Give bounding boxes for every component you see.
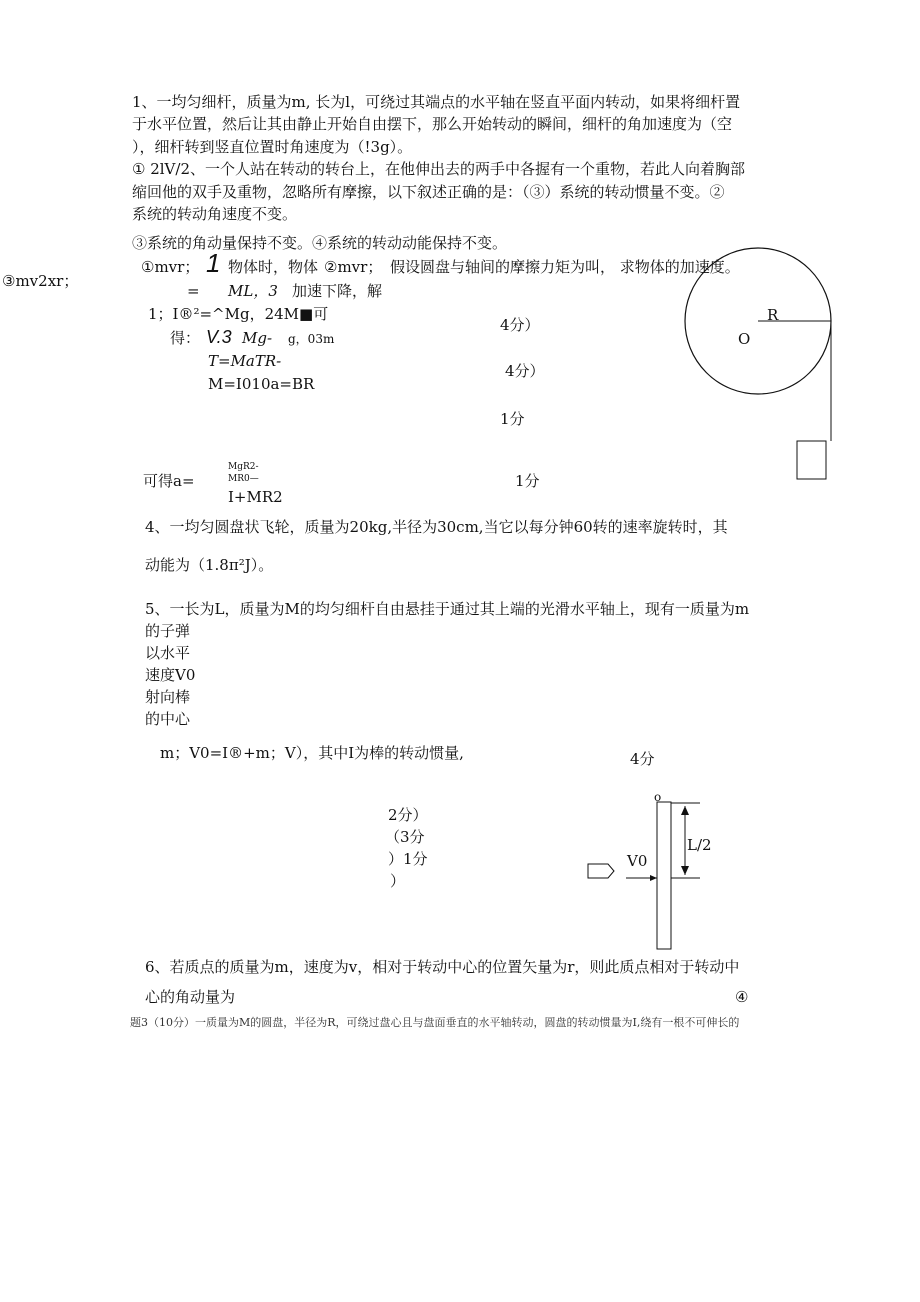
q5-line1: 5、一长为L，质量为M的均匀细杆自由悬挂于通过其上端的光滑水平轴上，现有一质量为m — [145, 600, 750, 618]
score: ） — [390, 872, 406, 890]
score: 4分） — [505, 362, 545, 380]
q3-g03: g，03m — [288, 332, 335, 346]
pulley-diagram — [685, 248, 831, 479]
q3-option3: ③mv2xr； — [2, 272, 79, 290]
q3-tension: T=MaTR- — [208, 352, 282, 370]
score: ）1分 — [388, 850, 428, 868]
pivot-label: o — [654, 790, 662, 804]
q1-line1: 1、一均匀细杆，质量为m, 长为l，可绕过其端点的水平轴在竖直平面内转动，如果将细杆置 — [132, 93, 741, 111]
q3-overlap-text: 题3（10分）一质量为M的圆盘，半径为R，可绕过盘心且与盘面垂直的水平轴转动，圆盘的转动惯量为I,绕有一根不可伸长的 — [130, 1016, 740, 1029]
q5-w0: 的子弹 — [145, 622, 191, 640]
q4-line2: 动能为（1.8π²J）。 — [145, 556, 274, 574]
q3-de: 得： — [170, 329, 201, 347]
q2-line2: 缩回他的双手及重物，忽略所有摩擦，以下叙述正确的是：（③）系统的转动惯量不变。② — [132, 183, 725, 201]
q3-body2: 假设圆盘与轴间的摩擦力矩为叫， 求物体的加速度。 — [390, 258, 740, 276]
q3-eq: = — [187, 282, 200, 300]
q3-frac-mid: MR0— — [228, 474, 259, 484]
velocity-label: V0 — [627, 852, 648, 870]
radius-label: R — [767, 306, 779, 324]
score: 1分 — [515, 472, 540, 490]
score: 2分） — [388, 806, 428, 824]
circled-4: ④ — [735, 988, 749, 1006]
q3-result: 可得a= — [143, 472, 195, 490]
q3-ml: ML，3 — [228, 282, 278, 300]
q5-w3: 射向棒 — [145, 688, 191, 706]
q3-frac-bot: I+MR2 — [228, 488, 283, 506]
score: （3分 — [385, 828, 425, 846]
q5-w4: 的中心 — [145, 710, 191, 728]
q6-line2: 心的角动量为 — [145, 988, 236, 1006]
q3-body1: 物体时，物体 — [228, 258, 319, 276]
q5-w1: 以水平 — [145, 644, 191, 662]
q6-line1: 6、若质点的质量为m，速度为v，相对于转动中心的位置矢量为r，则此质点相对于转动中 — [145, 958, 740, 976]
q1-line2: 于水平位置，然后让其由静止开始自由摆下，那么开始转动的瞬间，细杆的角加速度为（空 — [132, 115, 733, 133]
q2-line4: ③系统的角动量保持不变。④系统的转动动能保持不变。 — [132, 234, 508, 252]
center-label: O — [738, 330, 751, 348]
q3-v3: V.3 — [206, 327, 232, 347]
q3-eq-a: 1；I®²=^Mg，24M■可 — [148, 305, 329, 323]
q3-mg: Mg- — [242, 329, 273, 347]
rod-diagram — [588, 802, 700, 949]
q3-option1: ①mvr； — [141, 258, 200, 276]
q5-w2: 速度V0 — [145, 666, 196, 684]
score: 4分 — [630, 750, 655, 768]
q5-equation: m；V0=I®+m；V），其中I为棒的转动惯量, — [160, 744, 464, 762]
q1-line3: ），细杆转到竖直位置时角速度为（!3g）。 — [132, 138, 413, 156]
q2-line3: 系统的转动角速度不变。 — [132, 205, 298, 223]
q3-moment: M=I010a=BR — [208, 375, 315, 393]
score: 4分） — [500, 316, 540, 334]
half-length-label: L/2 — [687, 836, 712, 854]
q3-option2: ②mvr； — [324, 258, 383, 276]
q2-line1: ① 2lV/2、一个人站在转动的转台上，在他伸出去的两手中各握有一个重物，若此人向着胸部 — [132, 160, 745, 178]
q3-body3: 加速下降，解 — [292, 282, 383, 300]
q3-frac-top: MgR2- — [228, 462, 259, 472]
q4-line1: 4、一均匀圆盘状飞轮，质量为20kg,半径为30cm,当它以每分钟60转的速率旋转时，其 — [145, 518, 728, 536]
score: 1分 — [500, 410, 525, 428]
q3-one: 1 — [206, 248, 221, 278]
